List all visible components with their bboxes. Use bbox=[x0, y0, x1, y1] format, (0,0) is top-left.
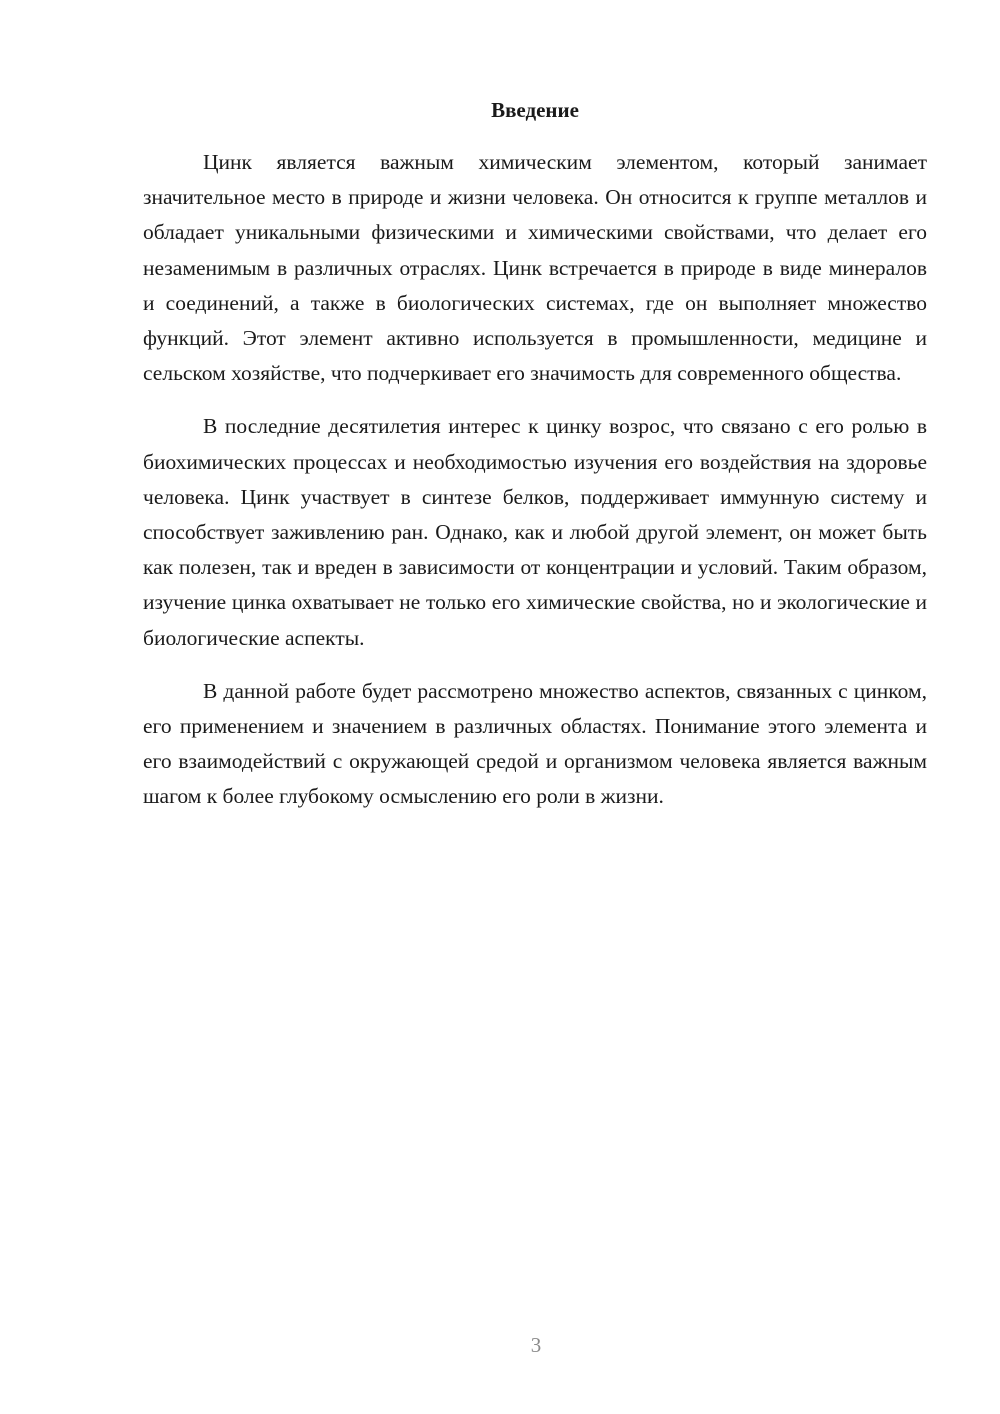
section-title: Введение bbox=[491, 98, 579, 122]
paragraph-1: Цинк является важным химическим элементом, который занимает значительное место в природе и жизни человека. Он относится к группе металлов и обладает уникальными физическими и химическими свойствами, что делает его незаменимым в различных отраслях. Цинк встречается в природе в виде минералов и соединений, а также в биологических системах, где он выполняет множество функций. Этот элемент активно используется в промышленности, медицине и сельском хозяйстве, что подчеркивает его значимость для современного общества. bbox=[143, 150, 927, 386]
paragraph-3: В данной работе будет рассмотрено множество аспектов, связанных с цинком, его применением и значением в различных областях. Понимание этого элемента и его взаимодействий с окружающей средой и организмом человека является важным шагом к более глубокому осмыслению его роли в жизни. bbox=[143, 678, 927, 809]
paragraph-2: В последние десятилетия интерес к цинку возрос, что связано с его ролью в биохимических процессах и необходимостью изучения его воздействия на здоровье человека. Цинк участвует в синтезе белков, поддерживает иммунную систему и способствует заживлению ран. Однако, как и любой другой элемент, он может быть как полезен, так и вреден в зависимости от концентрации и условий. Таким образом, изучение цинка охватывает не только его химические свойства, но и экологические и биологические аспекты. bbox=[143, 414, 927, 650]
page-content bbox=[143, 94, 927, 833]
page-number: 3 bbox=[530, 1333, 542, 1357]
